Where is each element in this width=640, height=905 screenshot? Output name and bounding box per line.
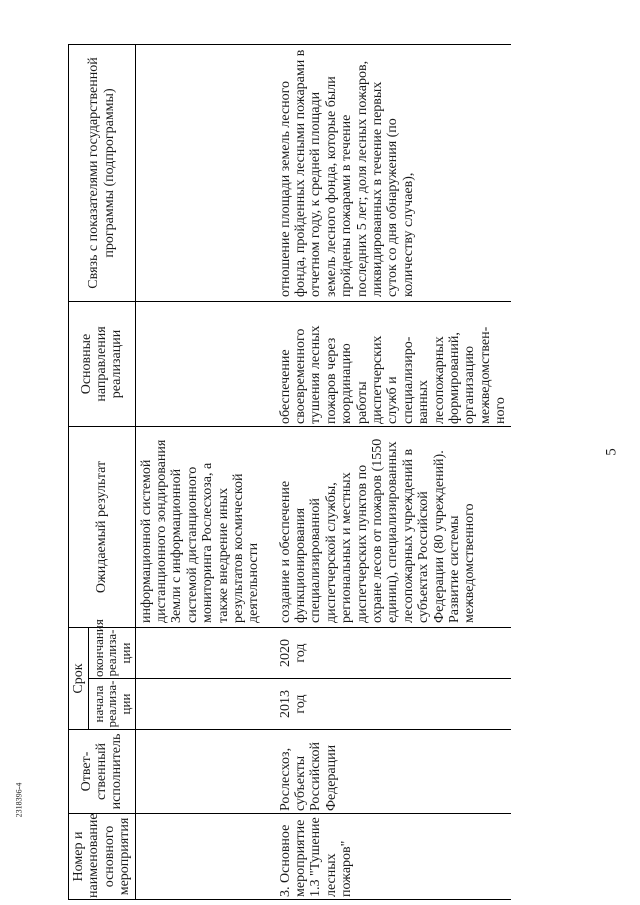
cell-link [135,44,264,301]
header-number-name: Номер и наименование основного мероприятия [69,814,136,900]
header-link: Связь с показателями государственной программы (подпрограммы) [69,44,136,301]
header-responsible: Ответ-ственный исполнитель [69,730,136,814]
activities-table [68,44,511,900]
cell-link: отношение площади земель лесного фонда, пройденных лесными пожарами в отчетном году, к средней площади земель лесного фонда, которые были пройдены пожарами в течение последних 5 лет; доля лесных пожаров, ликвидированных в течение первых суток со дня обнаружения (по количеству случаев), [264,44,511,301]
cell-directions: обеспечение своевременного тушения лесных пожаров через координацию работы диспетчерских служб и специализиро-ванных лесопожарных формирований, организацию межведомствен-ного [264,301,511,426]
cell-end [135,627,264,678]
cell-start [135,679,264,730]
document-code: 2318396-4 [14,782,24,818]
cell-start: 2013 год [264,679,511,730]
cell-number-name: 3. Основное мероприятие 1.3 "Тушение лесных пожаров" [264,814,511,900]
header-term-start: начала реализа-ции [89,679,135,730]
table-row [135,44,264,899]
cell-result: информационной системой дистанционного зондирования Земли с информационной системой дистанционного мониторинга Рослесхоза, а также внедрение иных результатов космической деятельности [135,426,264,627]
table-header-row [69,44,89,899]
cell-directions [135,301,264,426]
page-number: 5 [603,448,620,456]
cell-end: 2020 год [264,627,511,678]
cell-responsible [135,730,264,814]
header-term-end: окончания реализа-ции [89,627,135,678]
cell-result: создание и обеспечение функционирования специализированной диспетчерской службы, региональных и местных диспетчерских пунктов по охране лесов от пожаров (1550 единиц), специализированных лесопожарных учреждений в субъектах Российской Федерации (80 учреждений). Развитие системы межведомственного [264,426,511,627]
table-row [264,44,511,899]
header-directions: Основные направления реализации [69,301,136,426]
header-term: Срок [69,627,89,729]
header-result: Ожидаемый результат [69,426,136,627]
cell-responsible: Рослесхоз, субъекты Российской Федерации [264,730,511,814]
cell-number-name [135,814,264,900]
